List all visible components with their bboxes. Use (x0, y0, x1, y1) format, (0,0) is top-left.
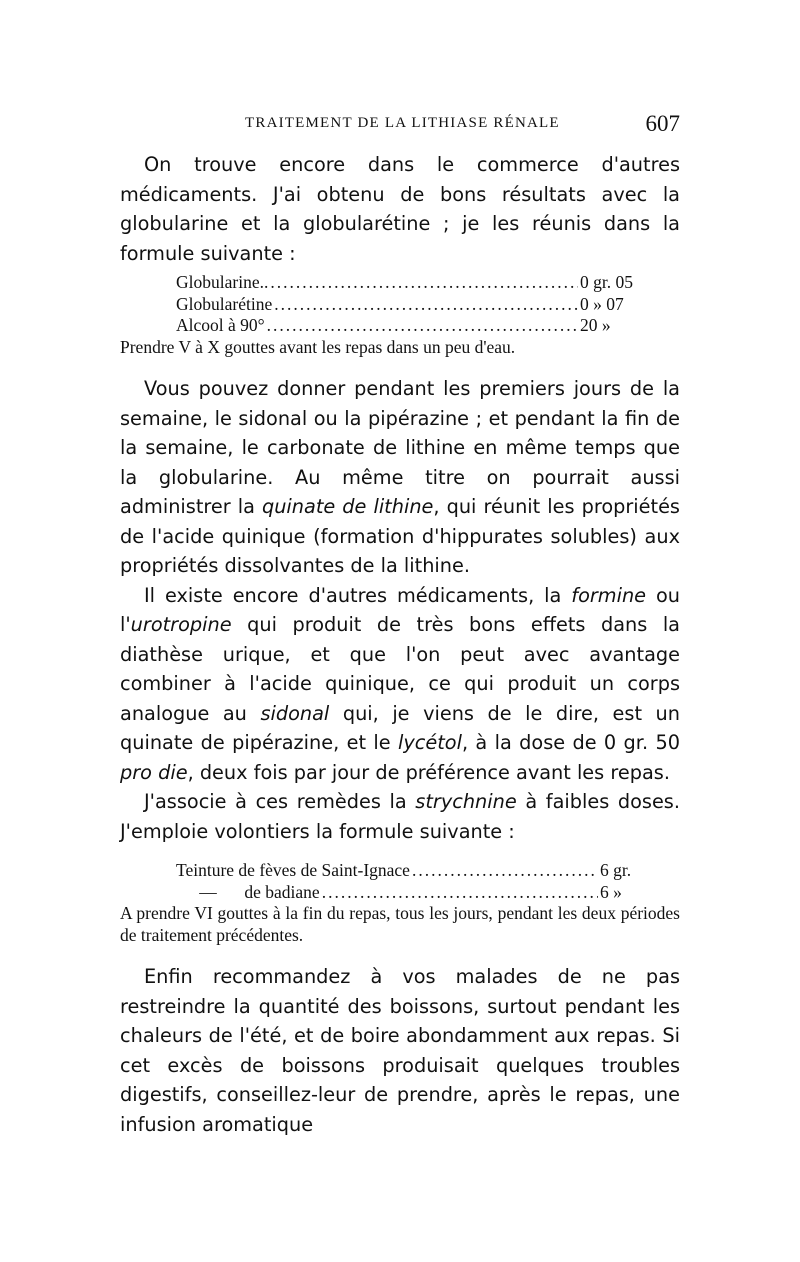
dot-leader (267, 315, 578, 337)
page-number: 607 (645, 111, 680, 136)
paragraph-sidonal: Vous pouvez donner pendant les premiers jours de la semaine, le sidonal ou la pipérazine ; et pendant la fin de la semaine, le carbonate de lithine en même temps que la globularine. Au même titre on pourrait aussi administrer la quinate de lithine, qui réunit les propriétés de l'acide quinique (formation d'hippurates solubles) aux propriétés dissolvantes de la lithine. (120, 377, 680, 577)
ingredient-name: Globularine.. (176, 272, 269, 292)
ingredient-quantity: 6 » (600, 881, 622, 902)
dot-leader (270, 272, 578, 294)
ingredient-name: — de badiane (176, 882, 320, 904)
ingredient-quantity: 0 » 07 (580, 293, 624, 314)
dot-leader (322, 882, 598, 904)
dot-leader (412, 860, 598, 882)
ingredient-quantity: 0 gr. 05 (580, 272, 633, 292)
paragraph-intro-globularine: On trouve encore dans le commerce d'autres médicaments. J'ai obtenu de bons résultats avec la globularine et la globularétine ; je les réunis dans la formule suivante : (120, 153, 680, 265)
paragraph-strychnine: J'associe à ces remèdes la strychnine à faibles doses. J'emploie volontiers la formule suivante : (120, 790, 680, 843)
recipe-globularine (176, 272, 676, 337)
ingredient-quantity: 20 » (580, 315, 611, 335)
dot-leader (274, 294, 578, 316)
ingredient-quantity: 6 gr. (600, 860, 632, 880)
paragraph-boissons: Enfin recommandez à vos malades de ne pas restreindre la quantité des boissons, surtout pendant les chaleurs de l'été, et de boire abondamment aux repas. Si cet excès de boissons produisait quelques troubles digestifs, conseillez-leur de prendre, après le repas, une infusion aromatique (120, 965, 680, 1136)
paragraph-other-medications: Il existe encore d'autres médicaments, la formine ou l'urotropine qui produit de très bons effets dans la diathèse urique, et que l'on peut avec avantage combiner à l'acide quinique, ce qui produit un corps analogue au sidonal qui, je viens de le dire, est un quinate de pipérazine, et le lycétol, à la dose de 0 gr. 50 pro die, deux fois par jour de préférence avant les repas. (120, 583, 680, 784)
running-title: TRAITEMENT DE LA LITHIASE RÉNALE (245, 115, 560, 131)
recipe-line (176, 860, 648, 882)
ingredient-name: Teinture de fèves de Saint-Ignace (176, 860, 410, 880)
recipe-line (176, 882, 648, 904)
page-header (120, 111, 680, 143)
recipe-strychnine (176, 860, 648, 903)
recipe-instructions: Prendre V à X gouttes avant les repas dans un peu d'eau. (120, 336, 516, 357)
ditto-dash: — (199, 881, 217, 902)
recipe-line (176, 272, 676, 294)
recipe-line (176, 315, 676, 337)
ingredient-name: Globularétine (176, 293, 273, 314)
recipe-instructions: A prendre VI gouttes à la fin du repas, tous les jours, pendant les deux périodes de traitement précédentes. (120, 903, 680, 945)
page-body (120, 150, 680, 1139)
ingredient-name: Alcool à 90° (176, 315, 265, 335)
recipe-line (176, 294, 676, 316)
